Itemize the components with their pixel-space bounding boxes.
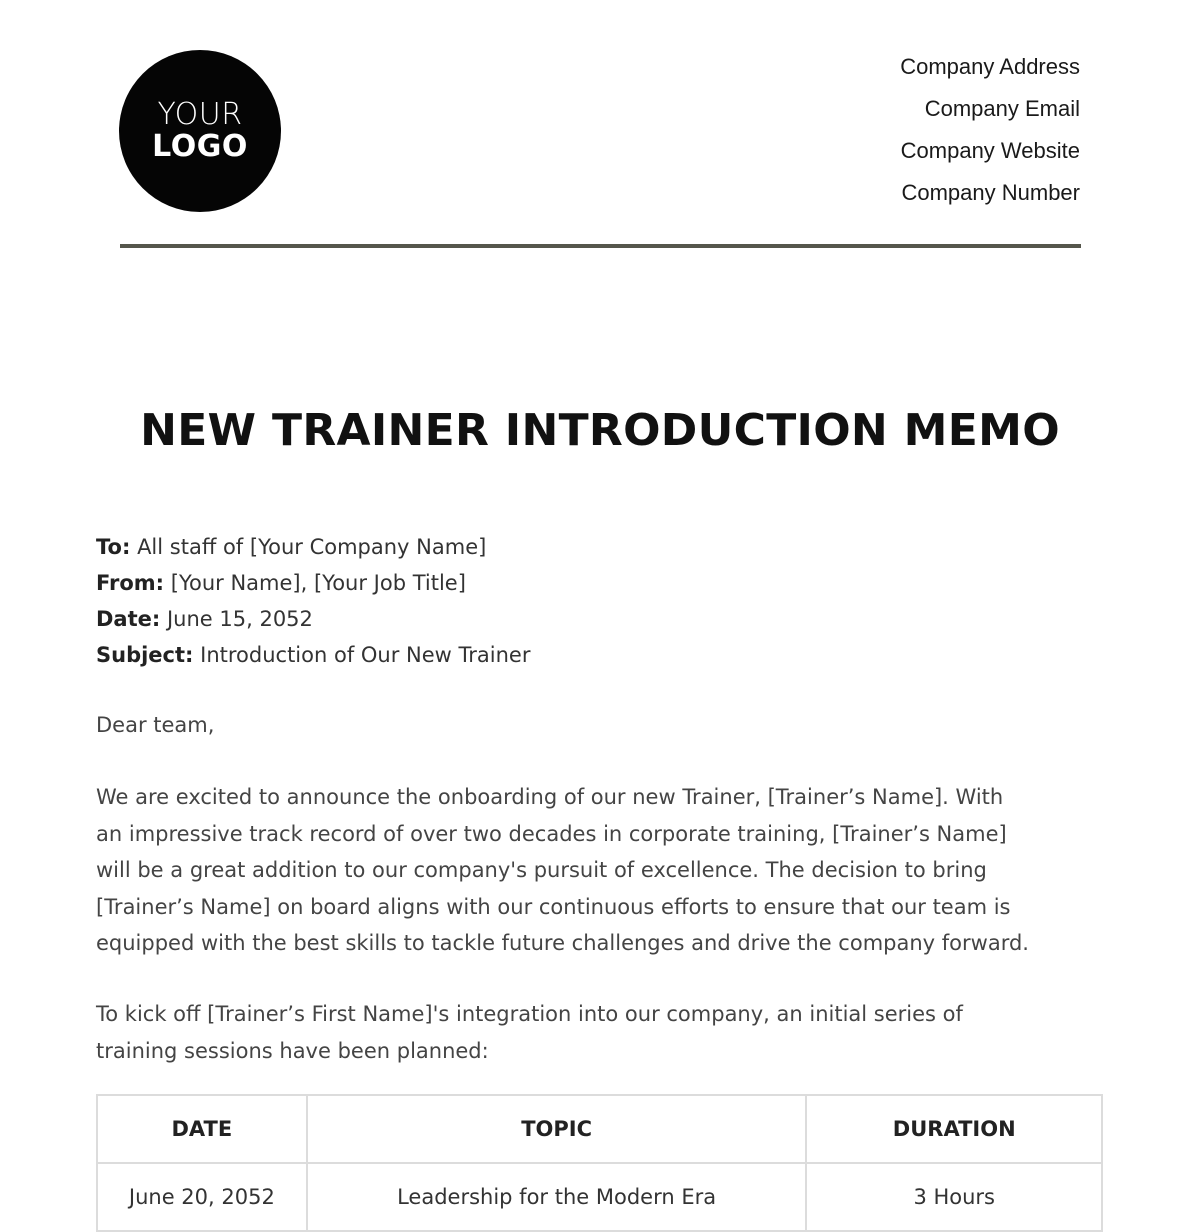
date-label: Date: — [96, 607, 161, 631]
logo-text-logo: LOGO — [152, 129, 248, 164]
header-date: DATE — [97, 1095, 307, 1163]
header-topic: TOPIC — [307, 1095, 807, 1163]
to-value: All staff of [Your Company Name] — [137, 535, 487, 559]
body2-line: training sessions have been planned: — [96, 1038, 489, 1063]
cell-duration: 3 Hours — [806, 1163, 1102, 1231]
body2-line: To kick off [Trainer’s First Name]'s integration into our company, an initial series of — [96, 1002, 963, 1026]
company-contact-block — [900, 53, 1080, 221]
subject-label: Subject: — [96, 643, 194, 667]
header-duration: DURATION — [806, 1095, 1102, 1163]
body1-line: We are excited to announce the onboarding of our new Trainer, [Trainer’s Name]. With — [96, 785, 1004, 809]
header-divider — [120, 244, 1081, 248]
body1-line: [Trainer’s Name] on board aligns with our continuous efforts to ensure that our team is — [96, 894, 1011, 919]
cell-topic: Leadership for the Modern Era — [307, 1163, 807, 1231]
body1-line: an impressive track record of over two decades in corporate training, [Trainer’s Name] — [96, 821, 1007, 846]
body-paragraph-2 — [96, 996, 1116, 1069]
table-row — [97, 1163, 1102, 1231]
from-label: From: — [96, 571, 165, 595]
to-label: To: — [96, 535, 131, 559]
body1-line: will be a great addition to our company's pursuit of excellence. The decision to bring — [96, 858, 987, 882]
body-paragraph-1 — [96, 779, 1116, 962]
memo-to-row — [96, 529, 530, 565]
table-header-row — [97, 1095, 1102, 1163]
logo-text-your: YOUR — [157, 97, 243, 132]
subject-value: Introduction of Our New Trainer — [200, 643, 531, 667]
body1-line: equipped with the best skills to tackle future challenges and drive the company forward. — [96, 931, 1029, 955]
cell-date: June 20, 2052 — [97, 1163, 307, 1231]
company-website: Company Website — [900, 138, 1080, 163]
greeting: Dear team, — [96, 713, 215, 737]
company-email: Company Email — [924, 96, 1080, 121]
company-address: Company Address — [900, 54, 1080, 79]
company-logo — [119, 50, 281, 212]
memo-date-row — [96, 601, 530, 637]
memo-from-row — [96, 565, 530, 601]
training-schedule-table — [96, 1094, 1103, 1232]
from-value: [Your Name], [Your Job Title] — [170, 571, 466, 595]
memo-title: NEW TRAINER INTRODUCTION MEMO — [140, 405, 1060, 456]
company-number: Company Number — [901, 180, 1080, 205]
memo-subject-row — [96, 637, 530, 673]
date-value: June 15, 2052 — [166, 607, 313, 631]
memo-header-fields — [96, 529, 530, 673]
